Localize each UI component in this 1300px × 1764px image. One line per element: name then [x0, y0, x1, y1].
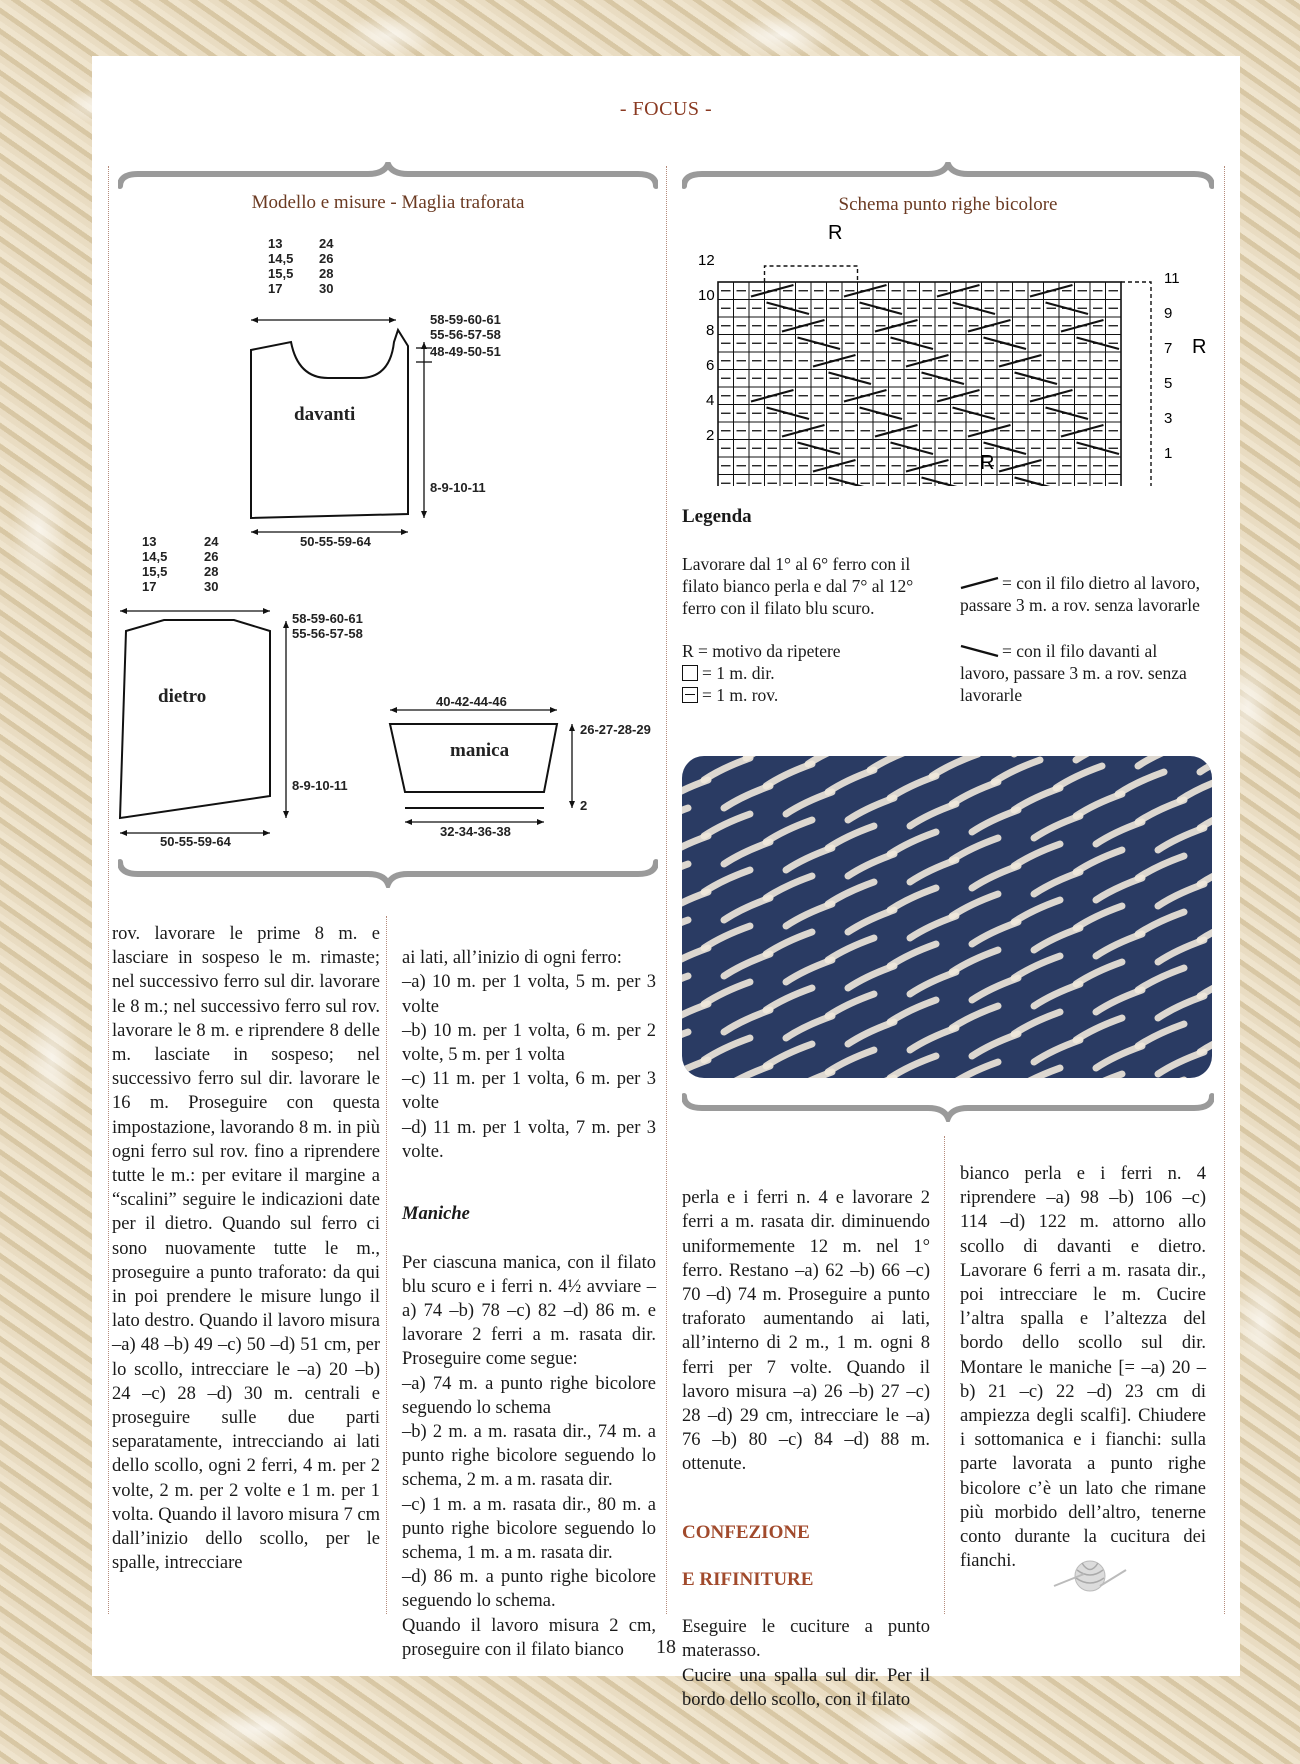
- swatch-stitch: [1034, 872, 1080, 894]
- row-number-left: 6: [706, 357, 715, 374]
- size-label: 26: [204, 549, 219, 564]
- shoulder-bind-off-text: ai lati, all’inizio di ogni ferro: –a) 10 m. per 1 volta, 5 m. per 3 volte –b) 10 m. per 1 volta, 6 m. per 2 volte, 5 m. per 1 volta –c) 11 m. per 1 volta, 6 m. per 3 volte –d) 11 m. per 1 volta, 7 m. per 3 volte.: [402, 948, 656, 1162]
- swatch-stitch: [952, 782, 998, 804]
- swatch-stitch: [1014, 1012, 1060, 1034]
- brace-divider-top-right: [682, 162, 1214, 192]
- size-label: 15,5: [142, 564, 168, 579]
- swatch-stitch: [766, 988, 812, 1010]
- legend-slip-back: [960, 572, 1210, 616]
- swatch-stitch: [766, 820, 812, 842]
- confezione-heading-line1: CONFEZIONE: [682, 1521, 810, 1543]
- row-number-left: 10: [698, 287, 715, 304]
- legend-slip-front: [960, 640, 1210, 706]
- swatch-stitch: [724, 1010, 770, 1032]
- swatch-stitch: [704, 814, 750, 836]
- body-text-column-1: rov. lavorare le prime 8 m. e lasciare in sospeso le m. rimaste; nel successivo ferro sul dir. lavorare le 8 m.; nel successivo ferro sul rov. lavorare le 8 m. e riprendere 8 delle m. lasciate in sospeso; nel successivo ferro sul dir. lavorare le 16 m. Proseguire con questa impostazione, lavorando 8 m. in più ogni ferro sul rov. fino a riprendere tutte le m.: per evitare il margine a “scalini” seguire le indicazioni date per il dietro. Quando sul ferro ci sono nuovamente tutte le m., proseguire a punto traforato: da qui in poi prendere le misure lungo il lato destro. Quando il lavoro misura –a) 48 –b) 49 –c) 50 –d) 51 cm, per lo scollo, intrecciare le –a) 20 –b) 24 –c) 28 –d) 30 m. centrali e proseguire sulle due parti separatamente, intrecciando ai lati dello scollo, ogni 2 ferri, 4 m. per 2 volte, 2 m. per 2 volte e 1 m. per 1 volta. Quando il lavoro misura 7 cm dall’inizio dello scollo, per le spalle, intrecciare: [112, 924, 380, 1574]
- legend-knit-text: = 1 m. dir.: [702, 663, 775, 683]
- swatch-stitch: [1200, 1030, 1212, 1052]
- confezione-heading-line2: E RIFINITURE: [682, 1569, 814, 1591]
- swatch-stitch: [766, 1044, 812, 1066]
- swatch-stitch: [952, 950, 998, 972]
- swatch-stitch: [682, 1060, 708, 1078]
- slip-front-symbol-icon: [960, 644, 1000, 658]
- swatch-stitch: [1096, 878, 1142, 900]
- size-label: 26: [319, 251, 334, 266]
- left-column-rule: [386, 916, 387, 1614]
- swatch-stitch: [724, 842, 770, 864]
- swatch-stitch: [682, 976, 688, 998]
- row-number-left: 2: [706, 427, 715, 444]
- swatch-stitch: [890, 832, 936, 854]
- swatch-stitch: [848, 910, 894, 932]
- swatch-stitch: [972, 866, 1018, 888]
- knit-symbol-icon: [682, 665, 698, 681]
- swatch-stitch: [848, 854, 894, 876]
- swatch-stitch: [766, 932, 812, 954]
- swatch-stitch: [828, 1050, 874, 1072]
- repeat-bracket-top: [765, 266, 858, 282]
- legend-repeat: R = motivo da ripetere: [682, 641, 841, 661]
- swatch-stitch: [1076, 850, 1122, 872]
- repeat-bracket-right: [1121, 282, 1151, 486]
- manica-label: manica: [450, 740, 510, 761]
- dietro-bottom-side-measure: 8-9-10-11: [292, 778, 348, 793]
- swatch-stitch: [848, 1022, 894, 1044]
- row-number-right: 5: [1164, 375, 1173, 392]
- repeat-label-bottom: R: [980, 452, 995, 474]
- swatch-stitch: [1034, 1040, 1080, 1062]
- swatch-stitch: [724, 898, 770, 920]
- swatch-stitch: [910, 1028, 956, 1050]
- swatch-stitch: [704, 982, 750, 1004]
- swatch-stitch: [1014, 844, 1060, 866]
- swatch-stitch: [724, 954, 770, 976]
- swatch-stitch: [1138, 856, 1184, 878]
- swatch-stitch: [1096, 1046, 1142, 1068]
- confezione-text: Eseguire le cuciture a punto materasso. Cucire una spalla sul dir. Per il bordo dello scollo, con il filato: [682, 1617, 930, 1710]
- swatch-stitch: [1138, 1024, 1184, 1046]
- swatch-stitch: [786, 848, 832, 870]
- swatch-stitch: [766, 876, 812, 898]
- swatch-stitch: [682, 920, 688, 942]
- swatch-stitch: [1200, 756, 1212, 772]
- swatch-texture: [682, 756, 1212, 1078]
- swatch-stitch: [1056, 766, 1102, 788]
- swatch-stitch: [704, 870, 750, 892]
- swatch-stitch: [1096, 822, 1142, 844]
- dietro-outline: [120, 620, 270, 818]
- swatch-stitch: [890, 776, 936, 798]
- swatch-stitch: [1158, 884, 1204, 906]
- swatch-stitch: [952, 1062, 998, 1078]
- davanti-side-measure-c: 48-49-50-51: [430, 344, 501, 359]
- swatch-stitch: [1200, 862, 1212, 884]
- swatch-stitch: [1138, 968, 1184, 990]
- swatch-stitch: [1200, 918, 1212, 940]
- manica-top-measure: 40-42-44-46: [436, 694, 507, 709]
- swatch-stitch: [972, 1034, 1018, 1056]
- size-label: 17: [268, 281, 283, 296]
- swatch-stitch: [1014, 956, 1060, 978]
- swatch-stitch: [786, 904, 832, 926]
- swatch-stitch: [682, 756, 688, 774]
- swatch-stitch: [828, 994, 874, 1016]
- legend-slip-front-text: = con il filo davanti al lavoro, passare 3 m. a rov. senza lavorarle: [960, 641, 1187, 705]
- row-number-right: 1: [1164, 445, 1173, 462]
- swatch-photo: [682, 756, 1212, 1078]
- swatch-stitch: [972, 810, 1018, 832]
- swatch-stitch: [1034, 816, 1080, 838]
- row-number-right: 11: [1164, 270, 1180, 287]
- swatch-stitch: [1034, 928, 1080, 950]
- purl-symbol-icon: [682, 687, 698, 703]
- swatch-stitch: [1076, 962, 1122, 984]
- size-label: 30: [204, 579, 219, 594]
- davanti-bottom-measure: 50-55-59-64: [300, 534, 371, 549]
- size-label: 14,5: [142, 549, 168, 564]
- swatch-stitch: [1200, 806, 1212, 828]
- swatch-stitch: [682, 1032, 688, 1054]
- swatch-stitch: [1014, 788, 1060, 810]
- size-label: 24: [204, 534, 219, 549]
- manica-cuff-measure: 2: [580, 798, 588, 813]
- swatch-stitch: [890, 888, 936, 910]
- swatch-stitch: [682, 836, 708, 858]
- swatch-stitch: [1200, 974, 1212, 996]
- size-label: 13: [142, 534, 157, 549]
- size-label: 28: [319, 266, 334, 281]
- swatch-stitch: [1138, 756, 1184, 766]
- swatch-stitch: [910, 916, 956, 938]
- swatch-stitch: [786, 1016, 832, 1038]
- swatch-stitch: [1076, 756, 1122, 760]
- body-text-column-2: [402, 922, 656, 1686]
- swatch-stitch: [910, 972, 956, 994]
- swatch-stitch: [1096, 934, 1142, 956]
- dietro-neck-right-sizes: [204, 534, 218, 594]
- legend-knit: [682, 662, 775, 684]
- size-label: 28: [204, 564, 219, 579]
- swatch-stitch: [994, 760, 1040, 782]
- swatch-stitch: [1034, 984, 1080, 1006]
- yarn-ball-icon: [1050, 1556, 1130, 1596]
- size-label: 13: [268, 236, 283, 251]
- swatch-stitch: [972, 978, 1018, 1000]
- swatch-stitch: [786, 792, 832, 814]
- swatch-stitch: [704, 1038, 750, 1060]
- swatch-stitch: [848, 798, 894, 820]
- swatch-stitch: [786, 1072, 832, 1078]
- swatch-stitch: [786, 960, 832, 982]
- davanti-label: davanti: [294, 404, 356, 425]
- swatch-stitch: [952, 838, 998, 860]
- size-label: 14,5: [268, 251, 294, 266]
- swatch-stitch: [828, 938, 874, 960]
- swatch-stitch: [724, 786, 770, 808]
- size-label: 24: [319, 236, 334, 251]
- running-header: - FOCUS -: [619, 98, 713, 120]
- swatch-stitch: [1138, 912, 1184, 934]
- swatch-stitch: [828, 770, 874, 792]
- swatch-stitch: [1076, 794, 1122, 816]
- row-number-right: 9: [1164, 305, 1173, 322]
- right-column-rule: [944, 1136, 945, 1614]
- schematic-title: Modello e misure - Maglia traforata: [251, 192, 525, 213]
- dietro-side-measure-a: 58-59-60-61: [292, 611, 363, 626]
- swatch-stitch: [952, 1006, 998, 1028]
- brace-divider-bottom-right: [682, 1092, 1214, 1122]
- swatch-stitch: [1138, 800, 1184, 822]
- manica-bottom-measure: 32-34-36-38: [440, 824, 511, 839]
- dietro-side-measure-b: 55-56-57-58: [292, 626, 363, 641]
- repeat-label-right: R: [1192, 336, 1207, 358]
- davanti-side-measure-a: 58-59-60-61: [430, 312, 501, 327]
- davanti-neck-left-sizes: [268, 236, 293, 296]
- page-number: 18: [656, 1636, 676, 1658]
- swatch-stitch: [890, 944, 936, 966]
- swatch-stitch: [1014, 900, 1060, 922]
- row-number-right: 7: [1164, 340, 1173, 357]
- row-number-left: 4: [706, 392, 715, 409]
- row-number-left: 8: [706, 322, 715, 339]
- swatch-stitch: [848, 966, 894, 988]
- swatch-stitch: [1014, 1068, 1060, 1078]
- davanti-bottom-side-measure: 8-9-10-11: [430, 480, 486, 495]
- swatch-stitch: [828, 826, 874, 848]
- maniche-heading: Maniche: [402, 1204, 470, 1225]
- dietro-bottom-measure: 50-55-59-64: [160, 834, 231, 849]
- swatch-stitch: [1118, 772, 1164, 794]
- row-number-left: 12: [698, 252, 715, 269]
- swatch-stitch: [870, 756, 916, 770]
- swatch-stitch: [1158, 828, 1204, 850]
- swatch-stitch: [704, 758, 750, 780]
- slip-back-symbol-icon: [960, 576, 1000, 590]
- page: [92, 56, 1240, 1710]
- swatch-stitch: [682, 892, 708, 914]
- dietro-neck-left-sizes: [142, 534, 167, 594]
- swatch-stitch: [828, 882, 874, 904]
- swatch-stitch: [682, 948, 708, 970]
- size-label: 30: [319, 281, 334, 296]
- swatch-stitch: [1076, 906, 1122, 928]
- legend-purl-text: = 1 m. rov.: [702, 685, 779, 705]
- davanti-neck-right-sizes: [319, 236, 333, 296]
- swatch-stitch: [972, 922, 1018, 944]
- swatch-stitch: [682, 808, 688, 830]
- swatch-stitch: [890, 1000, 936, 1022]
- repeat-label-top: R: [828, 222, 843, 244]
- manica-height-measure: 26-27-28-29: [580, 722, 651, 737]
- swatch-stitch: [1076, 1018, 1122, 1040]
- swatch-stitch: [910, 804, 956, 826]
- swatch-stitch: [952, 894, 998, 916]
- brace-divider-bottom-left: [118, 858, 658, 888]
- maniche-text: Per ciascuna manica, con il filato blu scuro e i ferri n. 4½ avviare –a) 74 –b) 78 –c) 82 –d) 86 m. e lavorare 2 ferri a m. rasata dir. Proseguire come segue: –a) 74 m. a punto righe bicolore seguendo lo schema –b) 2 m. a m. rasata dir., 74 m. a punto righe bicolore seguendo lo schema, 2 m. a m. rasata dir. –c) 1 m. a m. rasata dir., 80 m. a punto righe bicolore seguendo lo schema, 1 m. a m. rasata dir. –d) 86 m. a punto righe bicolore seguendo lo schema. Quando il lavoro misura 2 cm, proseguire con il filato bianco: [402, 1252, 656, 1660]
- legend-intro: Lavorare dal 1° al 6° ferro con il filato bianco perla e dal 7° al 12° ferro con il filato blu scuro.: [682, 554, 914, 618]
- swatch-stitch: [682, 1004, 708, 1026]
- davanti-side-measure-b: 55-56-57-58: [430, 327, 501, 342]
- swatch-stitch: [704, 926, 750, 948]
- swatch-stitch: [682, 780, 708, 802]
- body-text-column-4: bianco perla e i ferri n. 4 riprendere –a) 98 –b) 106 –c) 114 –d) 122 m. attorno allo scollo di davanti e dietro. Lavorare 6 ferri a m. rasata dir., poi intrecciare le m. Cucire l’altra spalla e l’altezza del bordo dello scollo sul dir. Montare le maniche [= –a) 20 –b) 21 –c) 22 –d) 23 cm di ampiezza degli scalfi]. Chiudere i sottomanica e i fianchi: sulla parte lavorata a punto righe bicolore c’è un lato che rimane più morbido dell’altro, tenerne conto durante la cucitura dei fianchi.: [960, 1164, 1206, 1572]
- size-label: 15,5: [268, 266, 294, 281]
- legend-purl: [682, 684, 778, 706]
- stitch-chart: [652, 226, 1232, 486]
- row-number-right: 3: [1164, 410, 1173, 427]
- swatch-stitch: [1076, 1074, 1122, 1078]
- swatch-stitch: [724, 1066, 770, 1078]
- swatch-stitch: [682, 864, 688, 886]
- size-label: 17: [142, 579, 157, 594]
- legend-slip-back-text: = con il filo dietro al lavoro, passare 3 m. a rov. senza lavorarle: [960, 573, 1200, 615]
- legend-title: Legenda: [682, 506, 752, 527]
- swatch-stitch: [766, 764, 812, 786]
- swatch-stitch: [1158, 1052, 1204, 1074]
- swatch-stitch: [1158, 996, 1204, 1018]
- swatch-stitch: [1096, 990, 1142, 1012]
- chart-title: Schema punto righe bicolore: [838, 194, 1058, 215]
- swatch-stitch: [932, 756, 978, 776]
- swatch-stitch: [1158, 940, 1204, 962]
- swatch-stitch: [890, 1056, 936, 1078]
- sleeve-continuation-text: perla e i ferri n. 4 e lavorare 2 ferri a m. rasata dir. diminuendo uniformemente 12 m. nel 1° ferro. Restano –a) 62 –b) 66 –c) 70 –d) 74 m. Proseguire a punto traforato aumentando ai lati, all’interno di 2 m., 1 m. ogni 8 ferri per 7 volte. Quando il lavoro misura –a) 26 –b) 27 –c) 28 –d) 29 cm, intrecciare le –a) 76 –b) 80 –c) 84 –d) 88 m. ottenute.: [682, 1188, 930, 1475]
- swatch-stitch: [910, 860, 956, 882]
- dietro-label: dietro: [158, 686, 207, 707]
